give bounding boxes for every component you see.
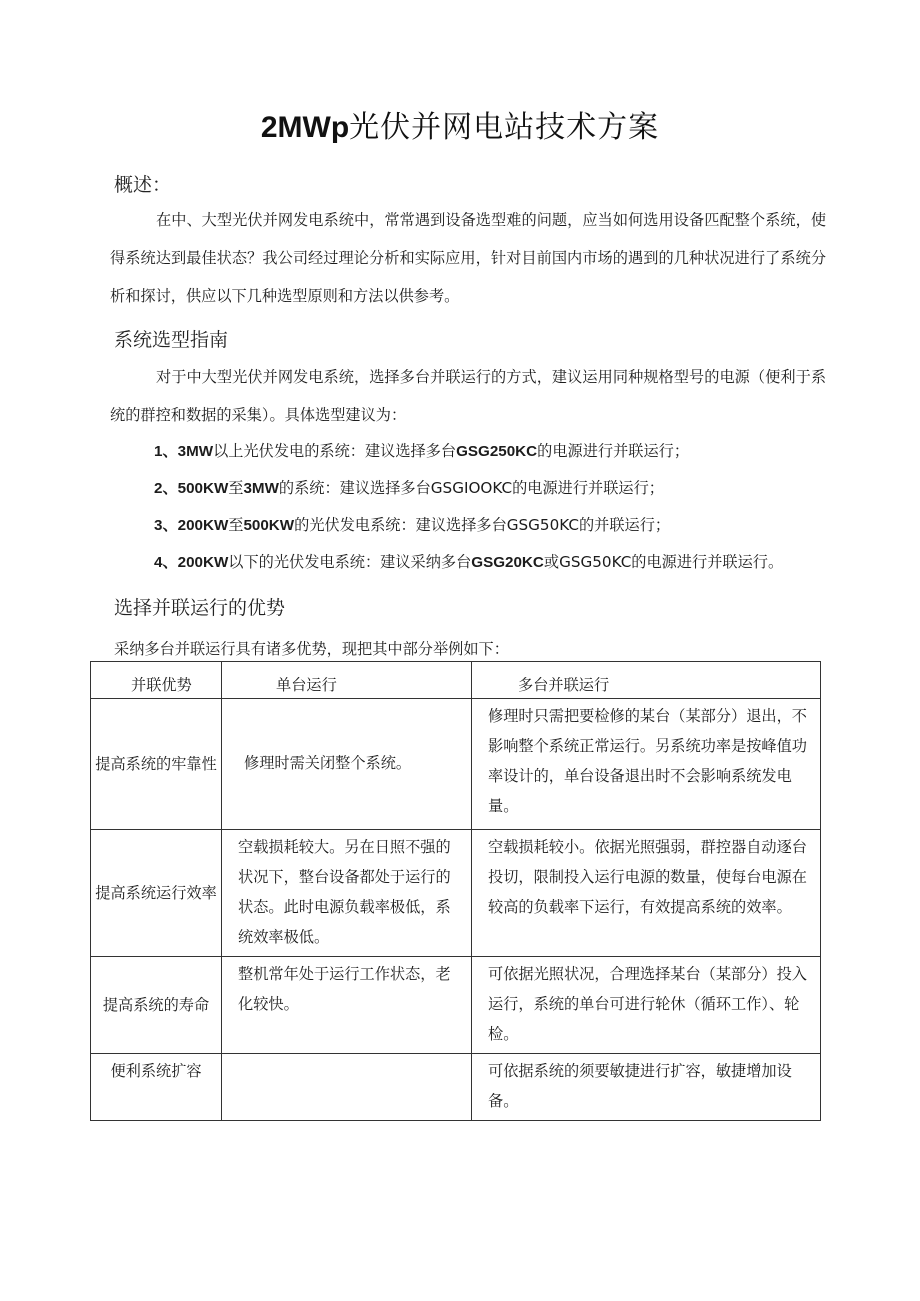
table-cell-single: 修理时需关闭整个系统。 [222,699,472,830]
guide-item-3-num: 3、200KW [154,517,229,534]
table-header-cell: 多台并联运行 [472,662,821,699]
guide-item-3: 3、200KW至500KW的光伏发电系统：建议选择多台GSG50KC的并联运行； [154,516,671,534]
table-header-cell: 单台运行 [222,662,472,699]
table-cell-single [222,1054,472,1121]
table-cell-single: 空载损耗较大。另在日照不强的状况下，整台设备都处于运行的状态。此时电源负载率极低，系统效率极低。 [222,830,472,957]
guide-paragraph: 对于中大型光伏并网发电系统，选择多台并联运行的方式，建议运用同种规格型号的电源（便利于系统的群控和数据的采集）。具体选型建议为： [110,368,826,424]
table-row [91,699,821,830]
title-bold-part: 2MWp [260,111,350,144]
table-header-row [91,662,821,699]
table-cell-aspect: 提高系统运行效率 [91,830,222,957]
overview-paragraph: 在中、大型光伏并网发电系统中，常常遇到设备选型难的问题，应当如何选用设备匹配整个系统，使得系统达到最佳状态？我公司经过理论分析和实际应用，针对目前国内市场的遇到的几种状况进行了系统分析和探讨，供应以下几种选型原则和方法以供参考。 [110,211,826,305]
table-cell-multi: 空载损耗较小。依据光照强弱，群控器自动逐台投切，限制投入运行电源的数量，使每台电源在较高的负载率下运行，有效提高系统的效率。 [472,830,821,957]
advantages-heading: 选择并联运行的优势 [114,597,286,619]
guide-item-4-num: 4、200KW [154,554,229,571]
table-row [91,830,821,957]
table-row [91,1054,821,1121]
table-cell-multi: 修理时只需把要检修的某台（某部分）退出，不影响整个系统正常运行。另系统功率是按峰值功率设计的，单台设备退出时不会影响系统发电量。 [472,699,821,830]
guide-heading: 系统选型指南 [114,329,229,351]
table-cell-multi: 可依据光照状况，合理选择某台（某部分）投入运行，系统的单台可进行轮休（循环工作）、轮检。 [472,957,821,1054]
guide-item-1: 1、3MW以上光伏发电的系统：建议选择多台GSG250KC的电源进行并联运行； [154,442,689,460]
guide-item-1-num: 1、3MW [154,443,214,460]
guide-item-2: 2、500KW至3MW的系统：建议选择多台GSGIOOKC的电源进行并联运行； [154,479,664,497]
guide-item-4: 4、200KW以下的光伏发电系统：建议采纳多台GSG20KC或GSG50KC的电源进行并联运行。 [154,553,784,571]
overview-heading: 概述： [114,174,172,196]
advantages-table [90,661,821,1121]
table-cell-aspect: 提高系统的寿命 [91,957,222,1054]
table-cell-single: 整机常年处于运行工作状态，老化较快。 [222,957,472,1054]
table-cell-aspect: 提高系统的牢靠性 [91,699,222,830]
advantages-lead: 采纳多台并联运行具有诸多优势，现把其中部分举例如下： [114,640,509,658]
table-row [91,957,821,1054]
table-cell-aspect: 便利系统扩容 [91,1054,222,1121]
document-title [0,106,920,150]
title-rest: 光伏并网电站技术方案 [349,110,660,145]
table-cell-multi: 可依据系统的须要敏捷进行扩容，敏捷增加设备。 [472,1054,821,1121]
guide-item-2-num: 2、500KW [154,480,229,497]
table-header-cell: 并联优势 [91,662,222,699]
